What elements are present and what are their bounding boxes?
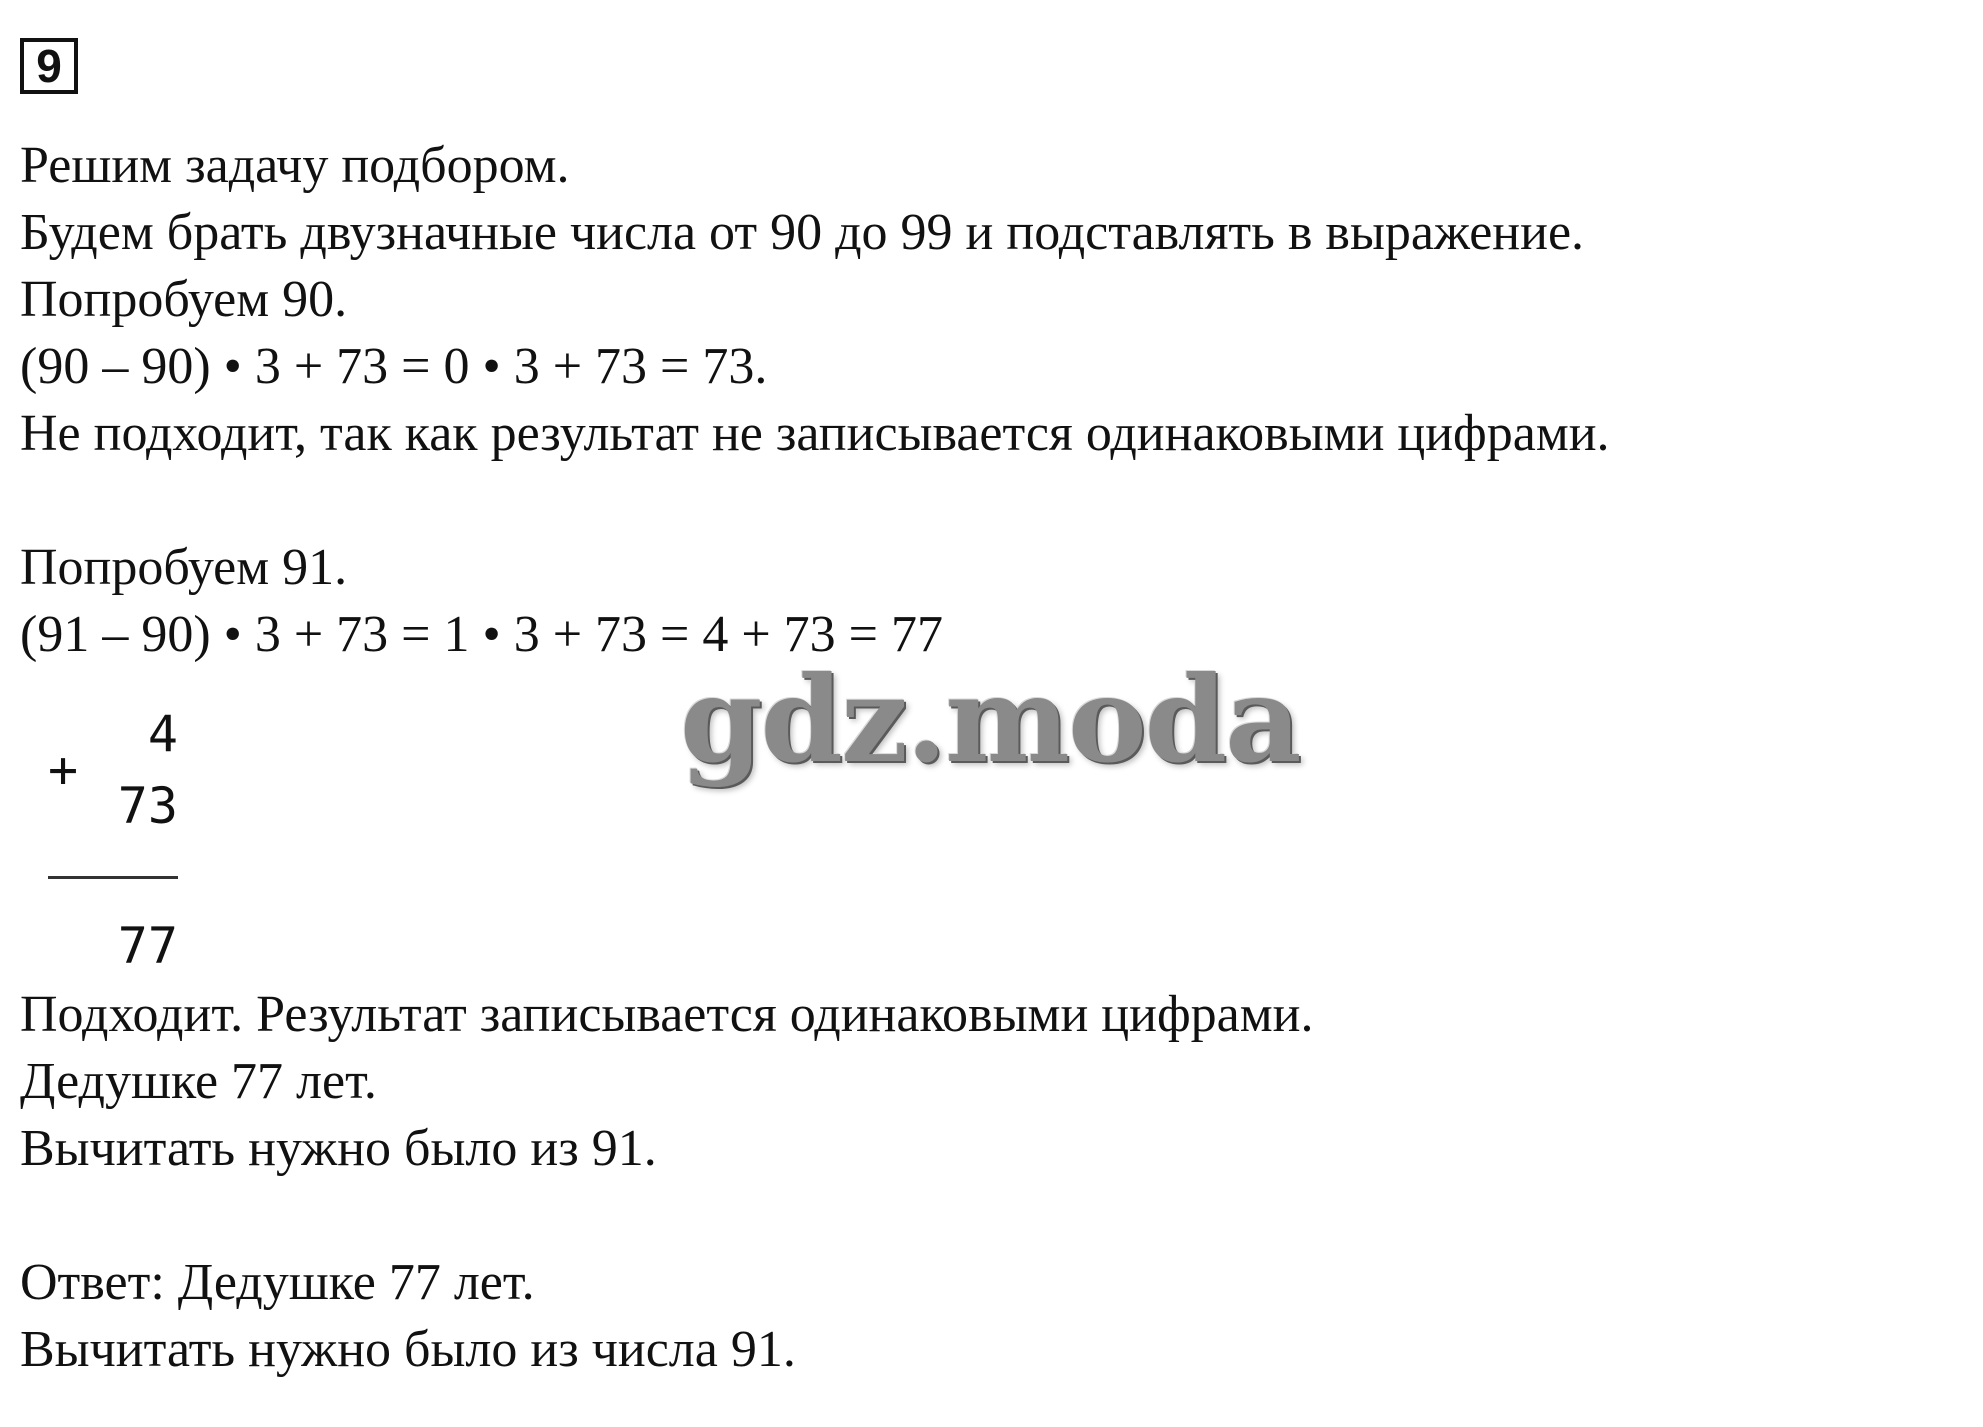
solution-line-8: Подходит. Результат записывается одинаковыми цифрами. bbox=[20, 986, 1314, 1043]
solution-line-9: Дедушке 77 лет. bbox=[20, 1053, 377, 1110]
solution-line-7: (91 – 90) • 3 + 73 = 1 • 3 + 73 = 4 + 73 = 77 bbox=[20, 606, 943, 663]
column-rule bbox=[48, 876, 178, 879]
watermark-logo: gdz.moda bbox=[680, 650, 1300, 789]
solution-line-5: Не подходит, так как результат не записывается одинаковыми цифрами. bbox=[20, 405, 1610, 462]
solution-line-10: Вычитать нужно было из 91. bbox=[20, 1120, 657, 1177]
column-sum: 77 bbox=[117, 917, 178, 975]
answer-line-1: Ответ: Дедушке 77 лет. bbox=[20, 1254, 535, 1311]
column-addend-1: 4 bbox=[147, 705, 178, 763]
solution-line-3: Попробуем 90. bbox=[20, 271, 348, 328]
problem-number-box: 9 bbox=[20, 38, 78, 94]
solution-line-4: (90 – 90) • 3 + 73 = 0 • 3 + 73 = 73. bbox=[20, 338, 768, 395]
answer-line-2: Вычитать нужно было из числа 91. bbox=[20, 1321, 796, 1378]
column-addend-2: 73 bbox=[117, 777, 178, 835]
solution-line-2: Будем брать двузначные числа от 90 до 99 и подставлять в выражение. bbox=[20, 204, 1585, 261]
column-operator: + bbox=[48, 741, 79, 799]
solution-line-1: Решим задачу подбором. bbox=[20, 137, 570, 194]
solution-line-6: Попробуем 91. bbox=[20, 539, 348, 596]
